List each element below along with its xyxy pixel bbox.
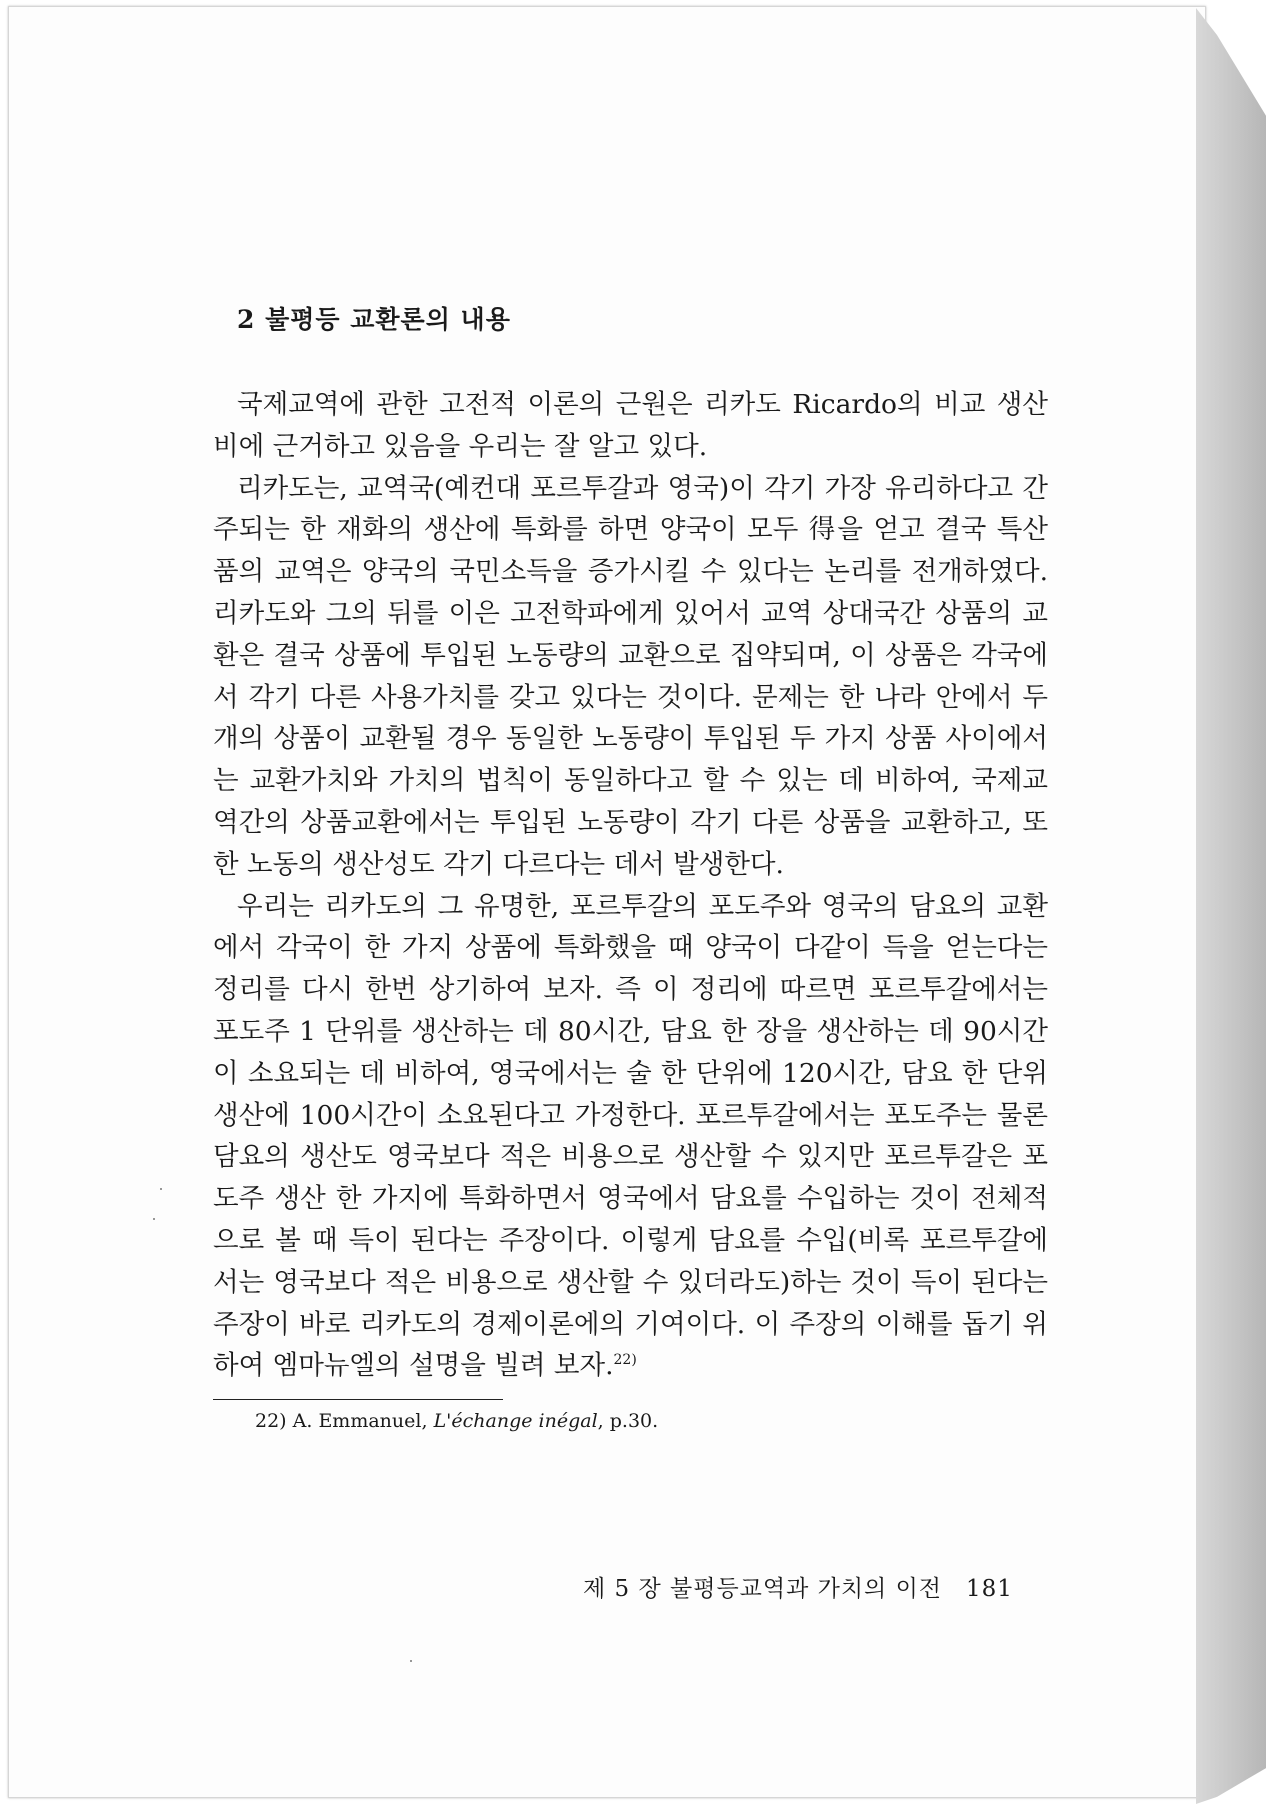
page-number: 181 [966,1576,1013,1602]
running-footer [583,1570,1013,1603]
footnote-divider [213,1399,503,1400]
paragraph-2: 리카도는, 교역국(예컨대 포르투갈과 영국)이 각기 가장 유리하다고 간주되는 한 재화의 생산에 특화를 하면 양국이 모두 得을 얻고 결국 특산품의 교역은 양국의 국민소득을 증가시킬 수 있다는 논리를 전개하였다. 리카도와 그의 뒤를 이은 고전학파에게 있어서 교역 상대국간 상품의 교환은 결국 상품에 투입된 노동량의 교환으로 집약되며, 이 상품은 각국에서 각기 다른 사용가치를 갖고 있다는 것이다. 문제는 한 나라 안에서 두 개의 상품이 교환될 경우 동일한 노동량이 투입된 두 가지 상품 사이에서는 교환가치와 가치의 법칙이 동일하다고 할 수 있는 데 비하여, 국제교역간의 상품교환에서는 투입된 노동량이 각기 다른 상품을 교환하고, 또한 노동의 생산성도 각기 다르다는 데서 발생한다. [213,472,1048,880]
page-content [213,300,1048,1432]
footnote-reference: 22) [613,1352,637,1369]
footnote-author: A. Emmanuel, [292,1410,428,1433]
scan-speck [153,1218,155,1220]
scan-speck [160,1188,162,1190]
footnote [255,1410,1048,1432]
paragraph-3-text: 우리는 리카도의 그 유명한, 포르투갈의 포도주와 영국의 담요의 교환에서 각국이 한 가지 상품에 특화했을 때 양국이 다같이 득을 얻는다는 정리를 다시 한번 상기하여 보자. 즉 이 정리에 따르면 포르투갈에서는 포도주 1 단위를 생산하는 데 80시간, 담요 한 장을 생산하는 데 90시간이 소요되는 데 비하여, 영국에서는 술 한 단위에 120시간, 담요 한 단위 생산에 100시간이 소요된다고 가정한다. 포르투갈에서는 포도주는 물론 담요의 생산도 영국보다 적은 비용으로 생산할 수 있지만 포르투갈은 포도주 생산 한 가지에 특화하면서 영국에서 담요를 수입하는 것이 전체적으로 볼 때 득이 된다는 주장이다. 이렇게 담요를 수입(비록 포르투갈에서는 영국보다 적은 비용으로 생산할 수 있더라도)하는 것이 득이 된다는 주장이 바로 리카도의 경제이론에의 기여이다. 이 주장의 이해를 돕기 위하여 엠마뉴엘의 설명을 빌려 보자. [213,890,1048,1382]
footnote-number: 22) [255,1410,287,1433]
section-title: 2 불평등 교환론의 내용 [237,305,511,334]
footer-chapter: 제 5 장 불평등교역과 가치의 이전 [583,1576,943,1602]
footnote-page: , p.30. [597,1410,659,1433]
page-stack-edge [1196,8,1266,1804]
paragraph-1: 국제교역에 관한 고전적 이론의 근원은 리카도 Ricardo의 비교 생산비에 근거하고 있음을 우리는 잘 알고 있다. [213,389,1048,462]
paragraph-3 [213,886,1048,1388]
footnote-title: L'échange inégal [433,1410,598,1433]
scan-speck [410,1660,412,1662]
